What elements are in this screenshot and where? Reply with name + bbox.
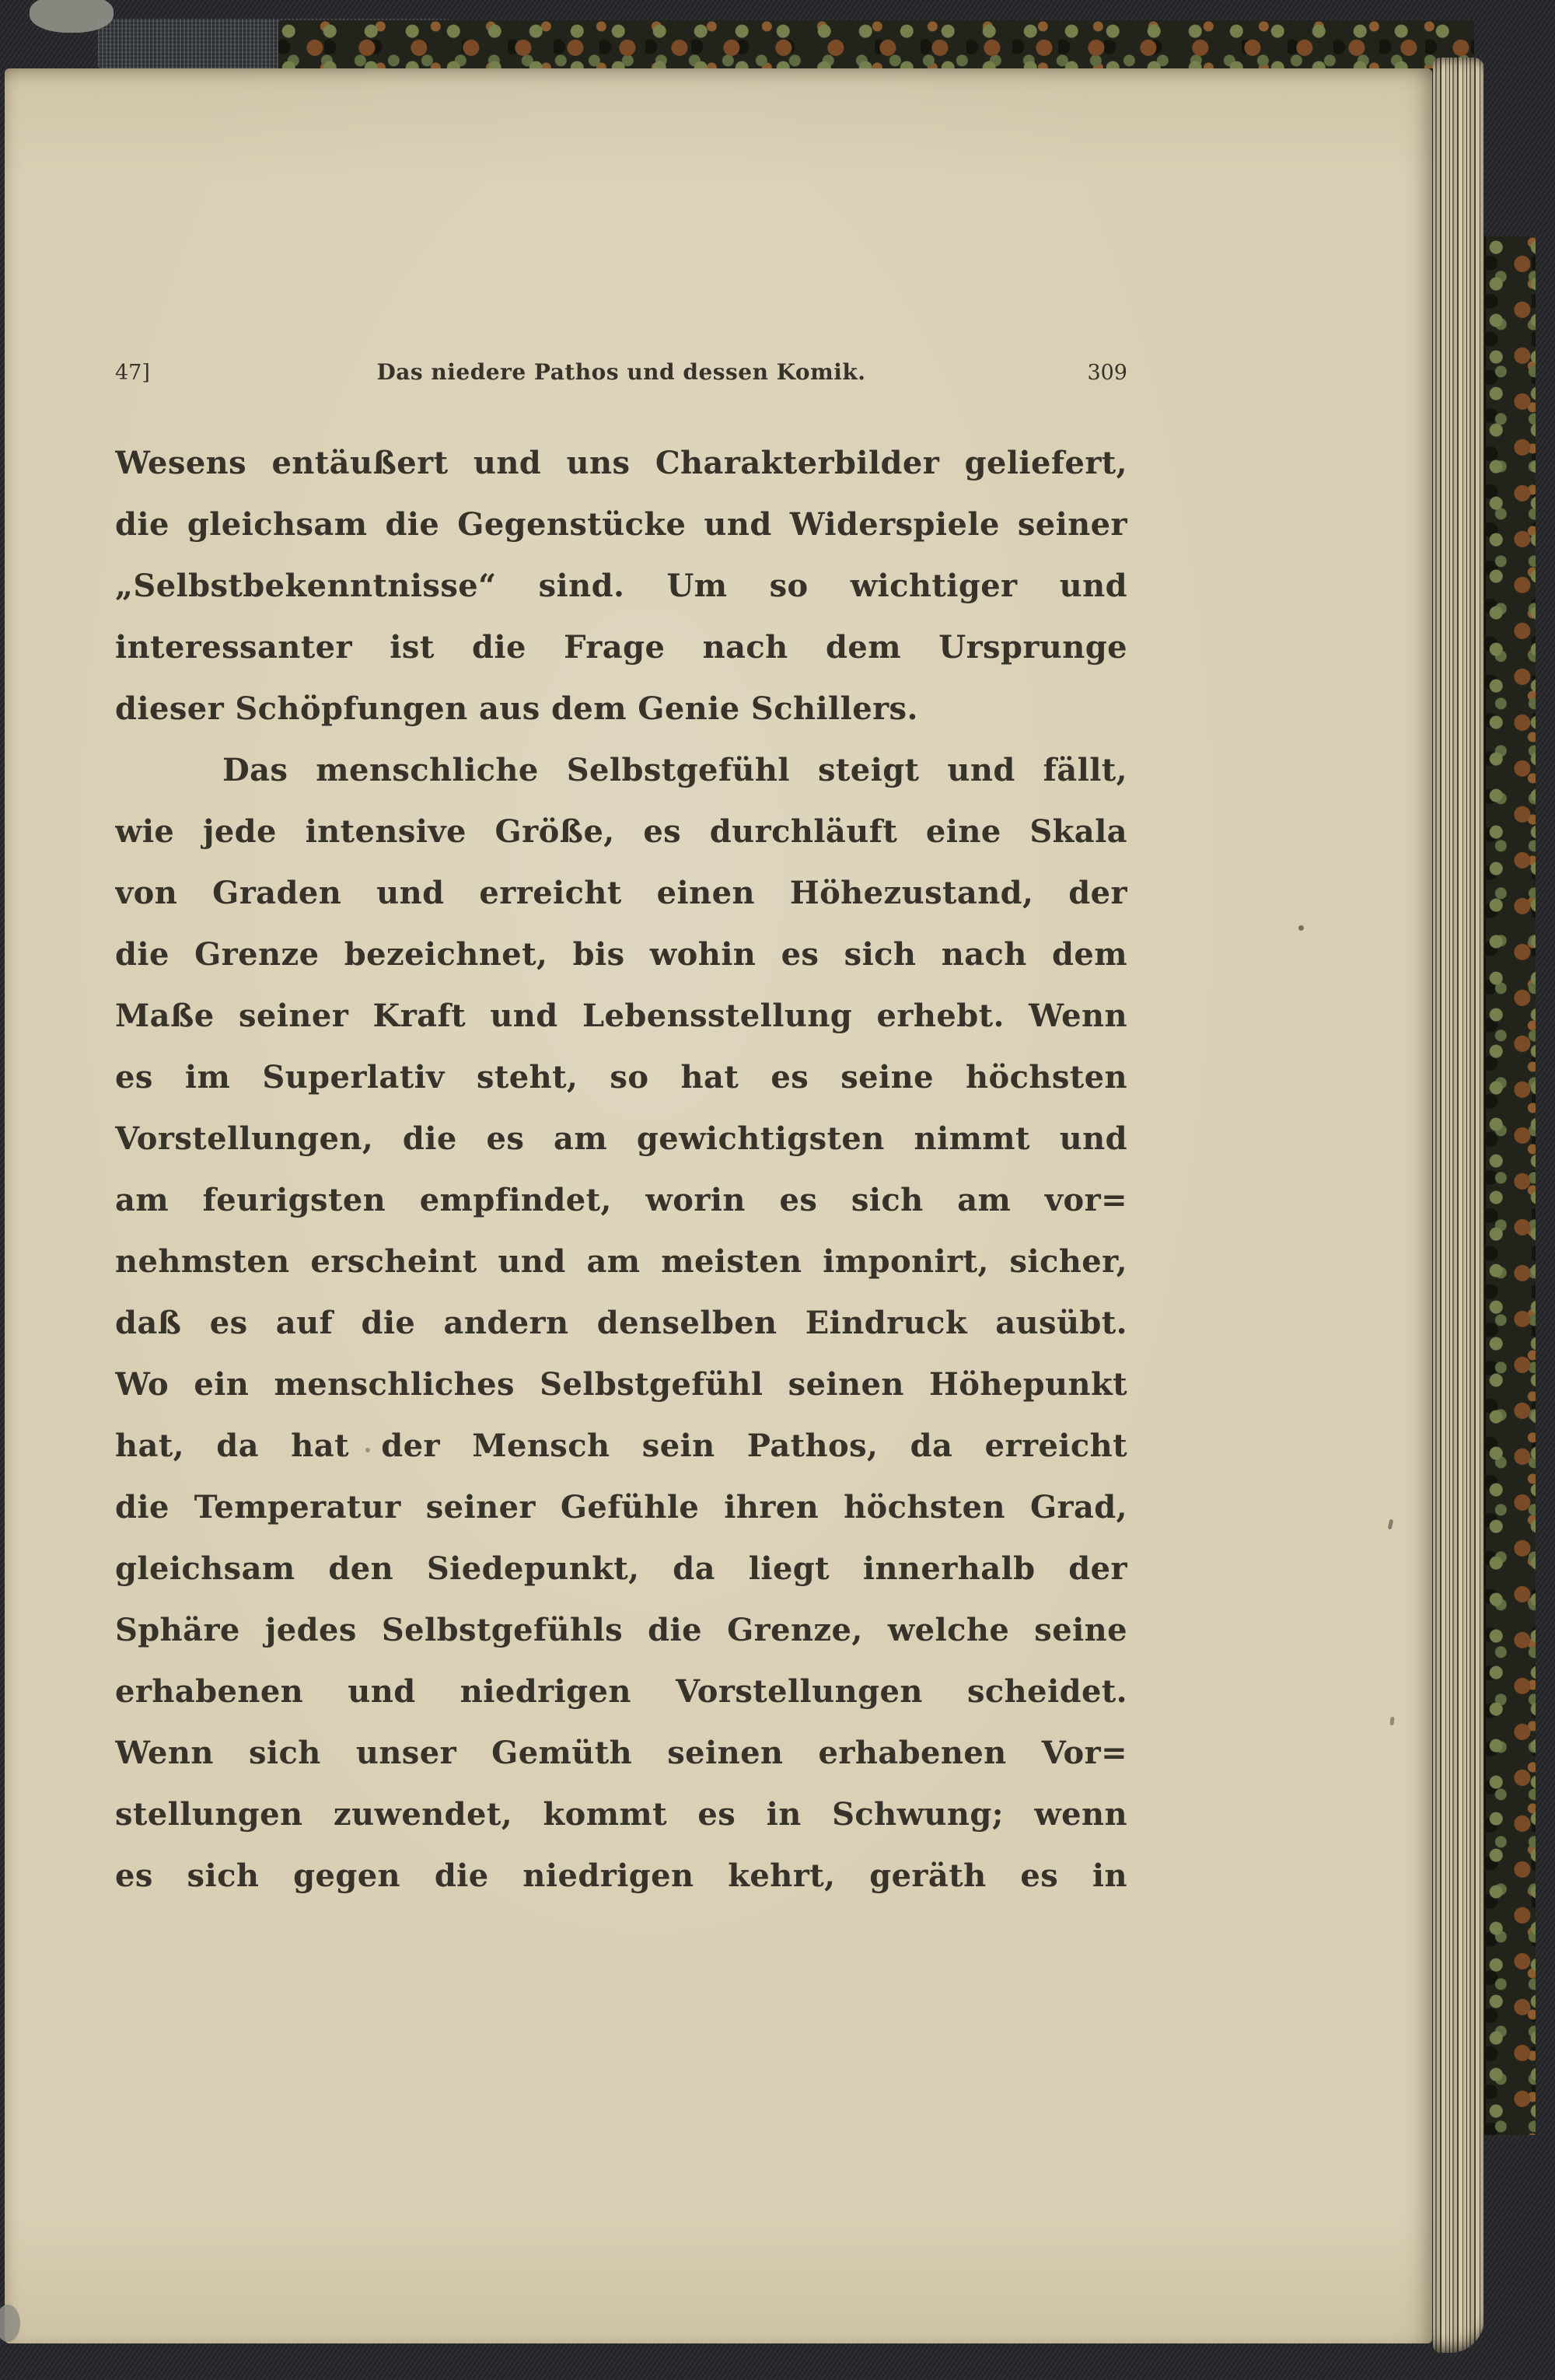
scan-speck xyxy=(1389,1717,1394,1726)
text-line: Wo ein menschliches Selbstgefühl seinen Höhepunkt xyxy=(115,1366,1127,1403)
text-line: Vorstellungen, die es am gewichtigsten nimmt und xyxy=(115,1120,1127,1157)
page-number: 309 xyxy=(1087,361,1127,385)
text-line: hat, da hat der Mensch sein Pathos, da erreicht xyxy=(115,1428,1127,1464)
text-line: es im Superlativ steht, so hat es seine höchsten xyxy=(115,1059,1127,1096)
running-title: Das niedere Pathos und dessen Komik. xyxy=(376,359,866,385)
text-line: Sphäre jedes Selbstgefühls die Grenze, welche seine xyxy=(115,1612,1127,1648)
text-line: „Selbstbekenntnisse“ sind. Um so wichtiger und xyxy=(115,568,1127,604)
marbled-board-top-edge xyxy=(278,20,1474,71)
page-stack-fore-edge xyxy=(1433,58,1484,2353)
scan-speck xyxy=(1298,925,1304,931)
text-line: die Grenze bezeichnet, bis wohin es sich nach dem xyxy=(115,936,1127,973)
marbled-board-right-edge xyxy=(1483,236,1536,2135)
text-line: wie jede intensive Größe, es durchläuft eine Skala xyxy=(115,813,1127,850)
text-line: die gleichsam die Gegenstücke und Widerspiele seiner xyxy=(115,506,1127,543)
text-line: daß es auf die andern denselben Eindruck ausübt. xyxy=(115,1305,1127,1341)
book-page xyxy=(5,68,1432,2343)
text-line: nehmsten erscheint und am meisten imponirt, sicher, xyxy=(115,1243,1127,1280)
text-line: interessanter ist die Frage nach dem Ursprunge xyxy=(115,629,1127,666)
text-line: Das menschliche Selbstgefühl steigt und fällt, xyxy=(222,752,1127,788)
page-text xyxy=(115,432,1127,1906)
scan-edge-artifact xyxy=(0,2305,20,2342)
text-line: die Temperatur seiner Gefühle ihren höchsten Grad, xyxy=(115,1489,1127,1526)
scan-corner-artifact xyxy=(30,0,114,33)
text-line: Wenn sich unser Gemüth seinen erhabenen Vor= xyxy=(115,1735,1127,1771)
column-reference: 47] xyxy=(115,361,150,385)
text-line: stellungen zuwendet, kommt es in Schwung; wenn xyxy=(115,1796,1127,1833)
text-line: es sich gegen die niedrigen kehrt, geräth es in xyxy=(115,1858,1127,1894)
scan-speck xyxy=(1388,1519,1394,1530)
text-line: Maße seiner Kraft und Lebensstellung erhebt. Wenn xyxy=(115,998,1127,1034)
text-line: erhabenen und niedrigen Vorstellungen scheidet. xyxy=(115,1673,1127,1710)
page-header xyxy=(115,359,1127,385)
text-line: Wesens entäußert und uns Charakterbilder geliefert, xyxy=(115,445,1127,481)
text-line: dieser Schöpfungen aus dem Genie Schillers. xyxy=(115,690,918,727)
text-line: am feurigsten empfindet, worin es sich am vor= xyxy=(115,1182,1127,1218)
text-line: von Graden und erreicht einen Höhezustand, der xyxy=(115,875,1127,911)
scan-speck xyxy=(365,1448,370,1452)
text-line: gleichsam den Siedepunkt, da liegt innerhalb der xyxy=(115,1550,1127,1587)
